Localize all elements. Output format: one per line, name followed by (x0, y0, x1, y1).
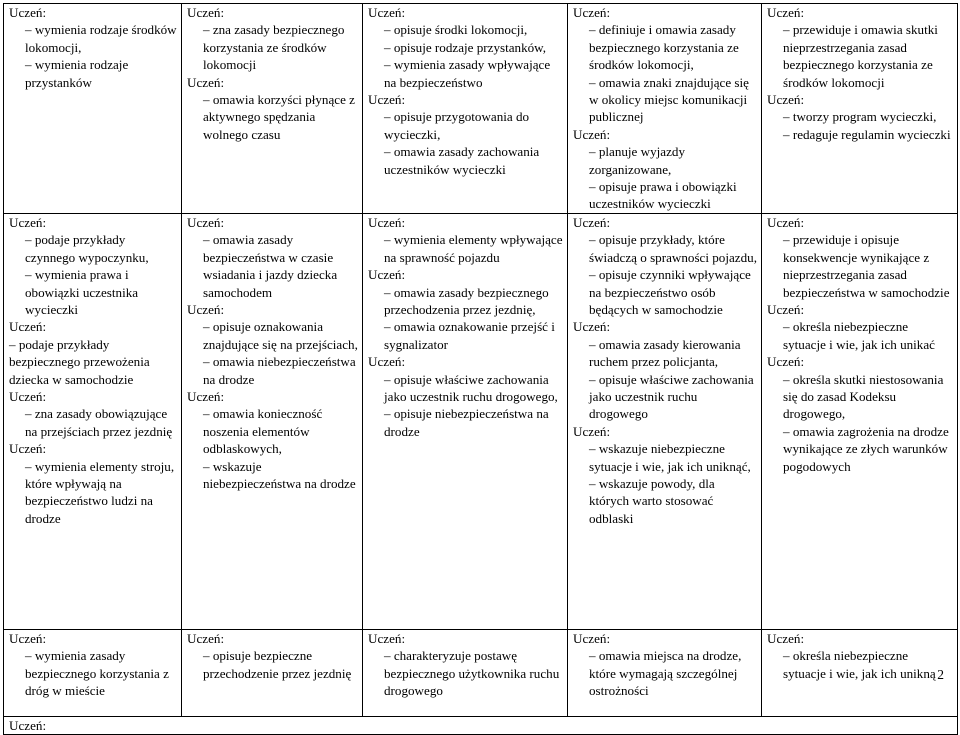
student-label: Uczeń: (9, 441, 47, 457)
table-cell (762, 213, 958, 629)
requirement-block (9, 214, 177, 318)
requirement-item: – opisuje środki lokomocji, (368, 21, 563, 38)
requirement-item: – określa niebezpieczne sytuacje i wie, jak ich unikną (767, 647, 953, 682)
student-label: Uczeń: (573, 630, 611, 646)
requirement-item: – opisuje właściwe zachowania jako uczestnik ruchu drogowego (573, 371, 757, 423)
requirement-item: – podaje przykłady czynnego wypoczynku, (9, 231, 177, 266)
requirement-block (573, 630, 757, 700)
table-cell (4, 213, 182, 629)
student-label: Uczeń: (573, 319, 611, 335)
requirement-item: – omawia zasady bezpieczeństwa w czasie wsiadania i jazdy dziecka samochodem (187, 231, 358, 301)
requirement-item: – opisuje oznakowania znajdujące się na przejściach, (187, 318, 358, 353)
requirement-item: – przewiduje i omawia skutki nieprzestrzegania zasad bezpiecznego korzystania ze środków lokomocji (767, 21, 953, 91)
table-row (4, 629, 958, 716)
student-label: Uczeń: (9, 630, 47, 646)
requirement-block (573, 318, 757, 422)
requirement-item: – opisuje właściwe zachowania jako uczestnik ruchu drogowego, (368, 371, 563, 406)
requirement-block (187, 301, 358, 388)
table-cell (568, 4, 762, 214)
student-label: Uczeń: (573, 126, 611, 142)
requirement-item: – przewiduje i opisuje konsekwencje wynikające z nieprzestrzegania zasad bezpieczeństwa w samochodzie (767, 231, 953, 301)
requirement-item: – omawia zasady bezpiecznego przechodzenia przez jezdnię, (368, 284, 563, 319)
student-label: Uczeń: (187, 214, 225, 230)
student-label: Uczeń: (9, 214, 47, 230)
table-cell (568, 213, 762, 629)
requirement-item: – wymienia zasady bezpiecznego korzystania z dróg w mieście (9, 647, 177, 699)
table-cell (363, 4, 568, 214)
requirement-item: – charakteryzuje postawę bezpiecznego użytkownika ruchu drogowego (368, 647, 563, 699)
requirement-item: – wymienia elementy wpływające na sprawność pojazdu (368, 231, 563, 266)
table-cell (568, 629, 762, 716)
requirement-block (573, 423, 757, 527)
requirement-item: – wskazuje powody, dla których warto stosować odblaski (573, 475, 757, 527)
requirement-block (767, 630, 953, 682)
requirement-item: – opisuje prawa i obowiązki uczestników wycieczki (573, 178, 757, 213)
requirement-block (368, 630, 563, 700)
requirement-block (368, 353, 563, 440)
table-cell (762, 629, 958, 716)
student-label: Uczeń: (368, 354, 406, 370)
table-row (4, 4, 958, 214)
requirement-block (9, 318, 177, 388)
student-label: Uczeń: (9, 388, 47, 404)
requirement-block (9, 4, 177, 91)
requirement-item: – wymienia elementy stroju, które wpływają na bezpieczeństwo ludzi na drodze (9, 458, 177, 528)
requirement-item: – opisuje niebezpieczeństwa na drodze (368, 405, 563, 440)
requirement-block (187, 388, 358, 492)
student-label: Uczeń: (187, 74, 225, 90)
student-label: Uczeń: (767, 354, 805, 370)
table-cell (182, 4, 363, 214)
requirement-item: – określa niebezpieczne sytuacje i wie, jak ich unikać (767, 318, 953, 353)
requirement-block (767, 353, 953, 475)
requirement-item: – opisuje czynniki wpływające na bezpieczeństwo osób będących w samochodzie (573, 266, 757, 318)
requirement-item: – opisuje przykłady, które świadczą o sprawności pojazdu, (573, 231, 757, 266)
table-cell (4, 629, 182, 716)
student-label: Uczeń: (368, 5, 406, 20)
requirement-item: – omawia oznakowanie przejść i sygnalizator (368, 318, 563, 353)
requirement-item: – omawia zagrożenia na drodze wynikające ze złych warunków pogodowych (767, 423, 953, 475)
requirement-item: – zna zasady bezpiecznego korzystania ze środków lokomocji (187, 21, 358, 73)
requirement-block (573, 214, 757, 318)
table-cell (4, 4, 182, 214)
table-cell (182, 629, 363, 716)
requirement-item: – wskazuje niebezpieczne sytuacje i wie, jak ich uniknąć, (573, 440, 757, 475)
requirement-block (368, 214, 563, 266)
requirement-item: – wskazuje niebezpieczeństwa na drodze (187, 458, 358, 493)
requirement-block (9, 630, 177, 700)
requirement-block (9, 440, 177, 527)
requirements-table (3, 3, 958, 735)
requirement-block (368, 91, 563, 178)
student-label: Uczeń: (368, 267, 406, 283)
student-label: Uczeń: (573, 423, 611, 439)
requirement-item: – omawia znaki znajdujące się w okolicy miejsc komunikacji publicznej (573, 74, 757, 126)
student-label: Uczeń: (767, 92, 805, 108)
page-number: 2 (937, 667, 944, 682)
student-label: Uczeń: (368, 214, 406, 230)
student-label: Uczeń: (767, 301, 805, 317)
requirement-item: – omawia korzyści płynące z aktywnego spędzania wolnego czasu (187, 91, 358, 143)
student-label: Uczeń: (368, 630, 406, 646)
requirement-block (368, 4, 563, 91)
student-label: Uczeń: (9, 319, 47, 335)
footer-cell (4, 716, 958, 734)
student-label: Uczeń: (187, 5, 225, 20)
requirement-item: – omawia niebezpieczeństwa na drodze (187, 353, 358, 388)
requirement-item: – omawia miejsca na drodze, które wymagają szczególnej ostrożności (573, 647, 757, 699)
student-label: Uczeń: (187, 301, 225, 317)
table-cell (182, 213, 363, 629)
requirement-block (9, 388, 177, 440)
table-cell (363, 629, 568, 716)
requirement-block (573, 126, 757, 213)
requirement-block (187, 214, 358, 301)
requirement-item: – wymienia zasady wpływające na bezpieczeństwo (368, 56, 563, 91)
table-row (4, 213, 958, 629)
requirement-block (767, 301, 953, 353)
requirement-item: – planuje wyjazdy zorganizowane, (573, 143, 757, 178)
requirement-block (187, 630, 358, 682)
student-label: Uczeń: (9, 717, 47, 733)
requirement-block (767, 91, 953, 143)
requirement-item: – wymienia rodzaje środków lokomocji, (9, 21, 177, 56)
requirement-item: – tworzy program wycieczki, (767, 108, 953, 125)
student-label: Uczeń: (9, 5, 47, 20)
requirement-item: – omawia konieczność noszenia elementów odblaskowych, (187, 405, 358, 457)
requirement-item: – redaguje regulamin wycieczki (767, 126, 953, 143)
requirement-item: – określa skutki niestosowania się do zasad Kodeksu drogowego, (767, 371, 953, 423)
requirement-block (573, 4, 757, 126)
requirement-block (187, 74, 358, 144)
requirement-item: – podaje przykłady bezpiecznego przewożenia dziecka w samochodzie (9, 336, 177, 388)
student-label: Uczeń: (767, 214, 805, 230)
student-label: Uczeń: (573, 5, 611, 20)
requirement-block (767, 214, 953, 301)
requirement-item: – opisuje przygotowania do wycieczki, (368, 108, 563, 143)
student-label: Uczeń: (187, 630, 225, 646)
student-label: Uczeń: (368, 92, 406, 108)
requirement-item: – opisuje bezpieczne przechodzenie przez jezdnię (187, 647, 358, 682)
table-row-footer (4, 716, 958, 734)
requirement-item: – wymienia prawa i obowiązki uczestnika wycieczki (9, 266, 177, 318)
requirement-item: – opisuje rodzaje przystanków, (368, 39, 563, 56)
requirement-item: – omawia zasady zachowania uczestników wycieczki (368, 143, 563, 178)
table-cell (363, 213, 568, 629)
requirement-item: – definiuje i omawia zasady bezpiecznego korzystania ze środków lokomocji, (573, 21, 757, 73)
student-label: Uczeń: (767, 5, 805, 20)
student-label: Uczeń: (573, 214, 611, 230)
requirement-item: – zna zasady obowiązujące na przejściach przez jezdnię (9, 405, 177, 440)
student-label: Uczeń: (767, 630, 805, 646)
requirement-block (767, 4, 953, 91)
requirement-item: – omawia zasady kierowania ruchem przez policjanta, (573, 336, 757, 371)
table-cell (762, 4, 958, 214)
requirement-block (368, 266, 563, 353)
requirement-item: – wymienia rodzaje przystanków (9, 56, 177, 91)
requirement-block (187, 4, 358, 74)
student-label: Uczeń: (187, 388, 225, 404)
